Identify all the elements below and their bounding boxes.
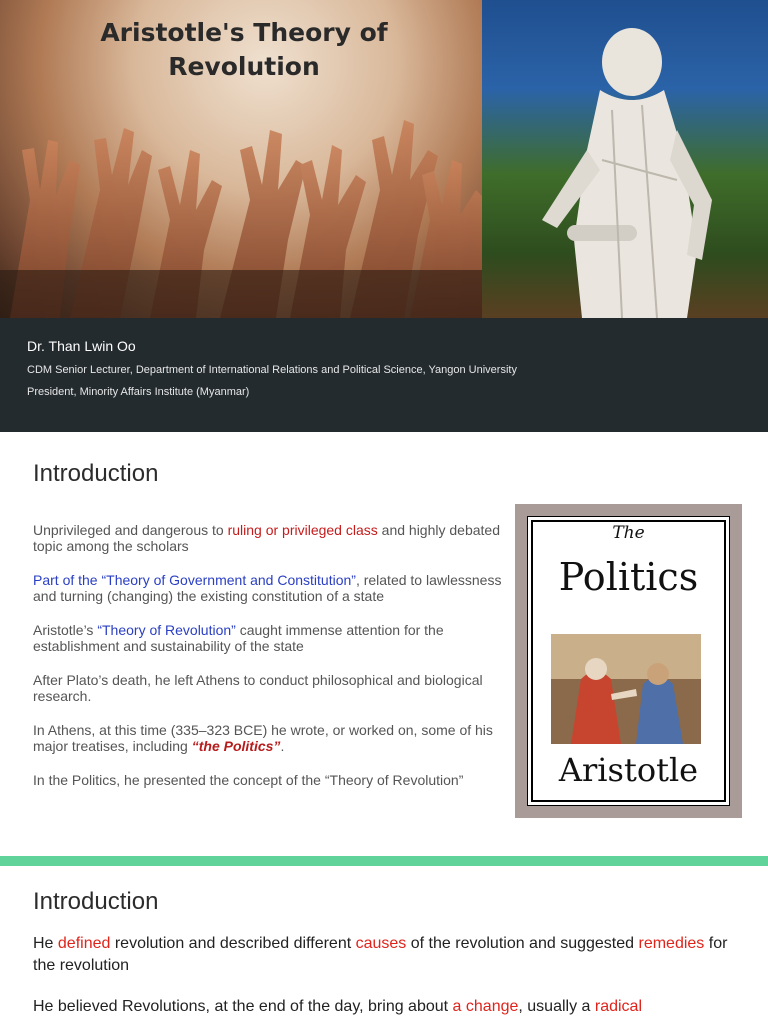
- paragraph-text: of the revolution and suggested: [406, 935, 639, 952]
- bullet-6: In the Politics, he presented the concept of the “Theory of Revolution”: [33, 772, 464, 788]
- slide-heading: Introduction: [33, 888, 159, 915]
- paragraph-2: [33, 996, 733, 1018]
- title-line-1: Aristotle's Theory of: [100, 18, 388, 47]
- slide-heading: Introduction: [33, 460, 159, 487]
- book-cover-author: Aristotle: [558, 751, 699, 789]
- book-cover-page: [527, 516, 730, 806]
- bullet-4: After Plato’s death, he left Athens to conduct philosophical and biological research.: [33, 672, 483, 704]
- paragraph-text: , usually a: [518, 998, 595, 1015]
- paragraph-1: [33, 933, 733, 977]
- highlight-text: Part of the “Theory of Government and Constitution”: [33, 572, 356, 588]
- book-cover-the: The: [612, 523, 645, 543]
- highlight-text: “the Politics”: [191, 738, 281, 754]
- presentation-title: [0, 16, 488, 84]
- bullet-text: In Athens, at this time (335–323 BCE) he wrote, or worked on, some of his major treatises, including: [33, 722, 493, 754]
- bullet-text: and highly debated topic among the scholars: [33, 522, 500, 554]
- bullet-3: [33, 622, 523, 654]
- author-name: Dr. Than Lwin Oo: [27, 338, 136, 354]
- paragraph-text: He: [33, 935, 58, 952]
- bullet-5: [33, 722, 523, 754]
- title-slide: [0, 0, 768, 432]
- highlight-text: radical: [594, 998, 643, 1015]
- highlight-text: defined: [57, 935, 111, 952]
- highlight-text: “Theory of Revolution”: [97, 622, 236, 638]
- author-info-bar: [0, 318, 768, 432]
- highlight-text: a change: [452, 998, 519, 1015]
- bullet-text: caught immense attention for the establishment and sustainability of the state: [33, 622, 444, 654]
- highlight-text: causes: [355, 935, 407, 952]
- book-cover-title: Politics: [558, 555, 699, 599]
- highlight-text: remedies: [638, 935, 705, 952]
- bullet-text: Unprivileged and dangerous to: [33, 522, 228, 538]
- bullet-text: , related to lawlessness and turning (changing) the existing constitution of a state: [33, 572, 502, 604]
- book-cover-image: [515, 504, 742, 818]
- bullet-1: [33, 522, 523, 554]
- introduction-slide-1: [0, 432, 768, 856]
- bullet-text: .: [280, 738, 285, 754]
- introduction-slide-2: [0, 866, 768, 1024]
- slide-divider: [0, 856, 768, 866]
- bullet-text: Aristotle’s: [33, 622, 98, 638]
- bullet-list: [33, 522, 523, 806]
- title-hero-image: [0, 0, 768, 318]
- paragraph-text: revolution and described different: [110, 935, 356, 952]
- school-of-athens-painting: [551, 634, 701, 744]
- paragraph-text: for the revolution: [33, 935, 728, 974]
- aristotle-statue-photo: [482, 0, 768, 318]
- bullet-2: [33, 572, 523, 604]
- highlight-text: ruling or privileged class: [227, 522, 378, 538]
- title-line-2: Revolution: [168, 52, 320, 81]
- author-affiliation-2: President, Minority Affairs Institute (Myanmar): [27, 386, 250, 398]
- author-affiliation-1: CDM Senior Lecturer, Department of International Relations and Political Science, Yangon University: [27, 364, 517, 376]
- paragraph-text: He believed Revolutions, at the end of the day, bring about: [33, 998, 453, 1015]
